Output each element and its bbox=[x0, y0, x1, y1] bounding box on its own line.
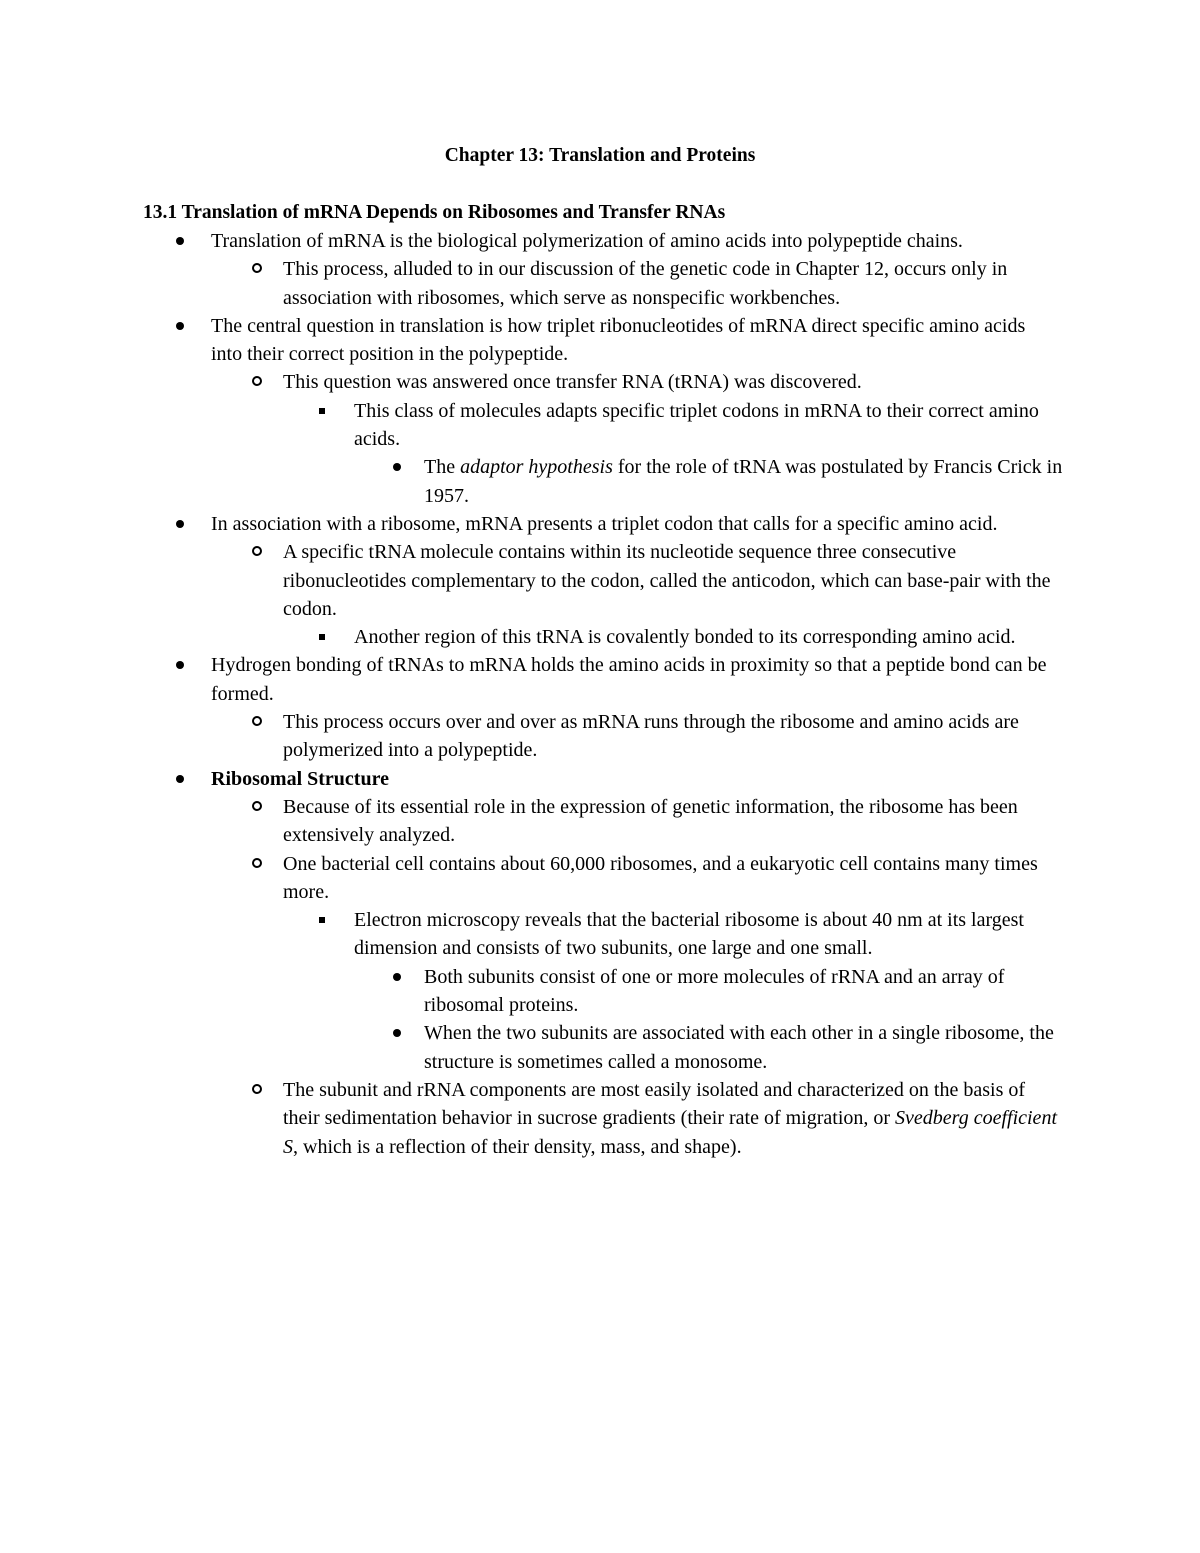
chapter-title: Chapter 13: Translation and Proteins bbox=[444, 145, 756, 166]
list-item: Translation of mRNA is the biological polymerization of amino acids into polypeptide chains. bbox=[0, 227, 1061, 255]
bullet-square-icon bbox=[310, 623, 334, 651]
list-item: This class of molecules adapts specific triplet codons in mRNA to their correct amino acids. bbox=[0, 397, 1059, 454]
list-item: The central question in translation is how triplet ribonucleotides of mRNA direct specific amino acids into their correct position in the polypeptide. bbox=[0, 312, 1061, 369]
bullet-circle-icon bbox=[245, 793, 269, 821]
list-item-ribosomal-structure bbox=[0, 765, 1061, 793]
bullet-square-icon bbox=[310, 906, 334, 934]
list-item: Hydrogen bonding of tRNAs to mRNA holds the amino acids in proximity so that a peptide bond can be formed. bbox=[0, 651, 1061, 708]
bullet-circle-icon bbox=[245, 368, 269, 396]
list-item: This process, alluded to in our discussion of the genetic code in Chapter 12, occurs only in association with ribosomes, which serve as nonspecific workbenches. bbox=[0, 255, 1063, 312]
bullet-disc-icon bbox=[385, 453, 409, 481]
bullet-circle-icon bbox=[245, 538, 269, 566]
list-item: Because of its essential role in the expression of genetic information, the ribosome has been extensively analyzed. bbox=[0, 793, 1063, 850]
list-item: One bacterial cell contains about 60,000 ribosomes, and a eukaryotic cell contains many times more. bbox=[0, 850, 1063, 907]
bullet-disc-icon bbox=[168, 312, 192, 340]
list-item: A specific tRNA molecule contains within its nucleotide sequence three consecutive ribonucleotides complementary to the codon, called the anticodon, which can base-pair with the codon. bbox=[0, 538, 1063, 623]
list-item: Electron microscopy reveals that the bacterial ribosome is about 40 nm at its largest dimension and consists of two subunits, one large and one small. bbox=[0, 906, 1059, 963]
bullet-circle-icon bbox=[245, 1076, 269, 1104]
term-adaptor-hypothesis: adaptor hypothesis bbox=[460, 456, 613, 479]
bullet-disc-icon bbox=[168, 510, 192, 538]
term-svedberg-coefficient: Svedberg coefficient S bbox=[283, 1107, 1057, 1158]
bullet-disc-icon bbox=[168, 765, 192, 793]
list-item: When the two subunits are associated with each other in a single ribosome, the structure is sometimes called a monosome. bbox=[0, 1019, 1064, 1076]
bullet-disc-icon bbox=[168, 227, 192, 255]
list-item: The adaptor hypothesis for the role of tRNA was postulated by Francis Crick in 1957. bbox=[0, 453, 1064, 510]
list-item: The subunit and rRNA components are most easily isolated and characterized on the basis of their sedimentation behavior in sucrose gradients (their rate of migration, or Svedberg coefficient S, which is a reflection of their density, mass, and shape). bbox=[0, 1076, 1063, 1161]
notes-list bbox=[0, 227, 1200, 1161]
bullet-disc-icon bbox=[168, 651, 192, 679]
list-item: This question was answered once transfer RNA (tRNA) was discovered. bbox=[0, 368, 1063, 396]
section-heading: 13.1 Translation of mRNA Depends on Ribosomes and Transfer RNAs bbox=[143, 202, 726, 223]
bullet-disc-icon bbox=[385, 1019, 409, 1047]
bullet-circle-icon bbox=[245, 708, 269, 736]
subheading-ribosomal-structure: Ribosomal Structure bbox=[211, 767, 389, 790]
list-item: This process occurs over and over as mRNA runs through the ribosome and amino acids are polymerized into a polypeptide. bbox=[0, 708, 1063, 765]
list-item: Another region of this tRNA is covalently bonded to its corresponding amino acid. bbox=[0, 623, 1059, 651]
bullet-square-icon bbox=[310, 397, 334, 425]
bullet-circle-icon bbox=[245, 850, 269, 878]
list-item: In association with a ribosome, mRNA presents a triplet codon that calls for a specific amino acid. bbox=[0, 510, 1061, 538]
bullet-disc-icon bbox=[385, 963, 409, 991]
bullet-circle-icon bbox=[245, 255, 269, 283]
list-item: Both subunits consist of one or more molecules of rRNA and an array of ribosomal proteins. bbox=[0, 963, 1064, 1020]
